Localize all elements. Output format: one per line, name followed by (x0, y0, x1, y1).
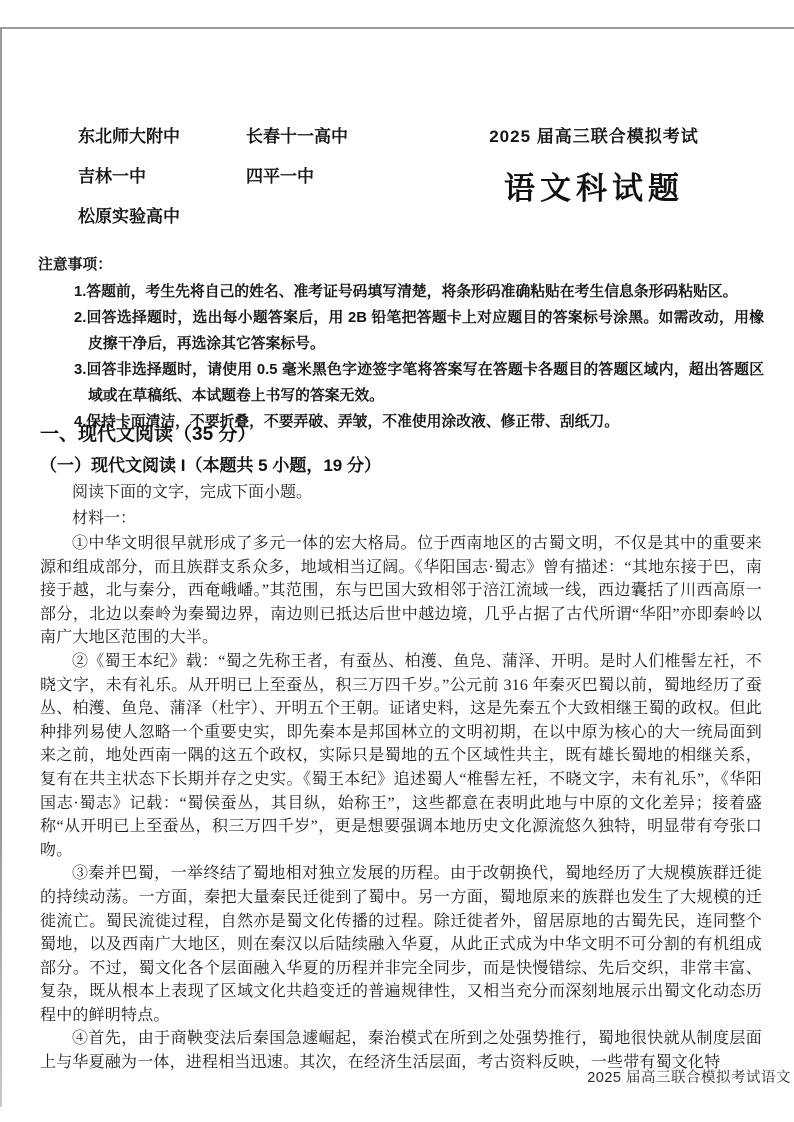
exam-header (78, 122, 758, 227)
school-name: 吉林一中 (78, 167, 146, 186)
school-name: 四平一中 (246, 167, 314, 186)
body-paragraph: ②《蜀王本纪》载：“蜀之先称王者，有蚕丛、柏濩、鱼凫、蒲泽、开明。是时人们椎髻左衽，不晓文字，未有礼乐。从开明已上至蚕丛，积三万四千岁。”公元前 316 年秦灭巴蜀以前，蜀地经历了蚕丛、柏濩、鱼凫、蒲泽（杜宇）、开明五个王朝。证诸史料，这是先秦五个大致相继王蜀的政权。但此种排列易使人忽略一个重要史实，即先秦本是邦国林立的文明初期，在以中原为核心的大一统局面到来之前，地处西南一隅的这五个政权，实际只是蜀地的五个区域性共主，既有雄长蜀地的相继关系，复有在共主状态下长期并存之史实。《蜀王本纪》追述蜀人“椎髻左衽，不晓文字，未有礼乐”，《华阳国志·蜀志》记载：“蜀侯蚕丛，其目纵，始称王”，这些都意在表明此地与中原的文化差异；接着盛称“从开明已上至蚕丛，积三万四千岁”，更是想要强调本地历史文化源流悠久独特，明显带有夸张口吻。 (40, 652, 762, 859)
body-paragraph: ①中华文明很早就形成了多元一体的宏大格局。位于西南地区的古蜀文明，不仅是其中的重要来源和组成部分，而且族群支系众多，地域相当辽阔。《华阳国志·蜀志》曾有描述：“其地东接于巴，南接于越，北与秦分，西奄峨嶓。”其范围，东与巴国大致相邻于涪江流域一线，西边囊括了川西高原一部分，北边以秦岭为秦蜀边界，南边则已抵达后世中越边境，几乎占据了古代所谓“华阳”亦即秦岭以南广大地区范围的大半。 (40, 535, 762, 647)
school-name: 东北师大附中 (78, 127, 180, 146)
exam-session: 2025 届高三联合模拟考试 (489, 127, 699, 146)
page-footer: 2025 届高三联合模拟考试语文 (587, 1070, 791, 1086)
body-paragraph: ③秦并巴蜀，一举终结了蜀地相对独立发展的历程。由于改朝换代，蜀地经历了大规模族群迁徙的持续动荡。一方面，秦把大量秦民迁徙到了蜀中。另一方面，蜀地原来的族群也发生了大规模的迁徙流亡。蜀民流徙过程，自然亦是蜀文化传播的过程。除迁徙者外，留居原地的古蜀先民，连同整个蜀地，以及西南广大地区，则在秦汉以后陆续融入华夏，从此正式成为中华文明不可分割的有机组成部分。不过，蜀文化各个层面融入华夏的历程并非完全同步，而是快慢错综、先后交织，非常丰富、复杂，既从根本上表现了区域文化共趋变迁的普遍规律性，又相当充分而深刻地展示出蜀文化动态历程中的鲜明特点。 (40, 865, 762, 1024)
subsection-heading: （一）现代文阅读 I（本题共 5 小题，19 分） (40, 456, 381, 475)
exam-title: 语文科试题 (504, 171, 684, 206)
school-name: 长春十一高中 (246, 127, 348, 146)
section-heading: 一、现代文阅读（35 分） (40, 424, 257, 445)
notice-block (38, 252, 764, 435)
scan-border-top (0, 27, 794, 29)
scan-border-left (0, 27, 2, 1107)
notice-item: 3.回答非选择题时，请使用 0.5 毫米黑色字迹签字笔将答案写在答题卡各题目的答题区域内，超出答题区域或在草稿纸、本试题卷上书写的答案无效。 (74, 362, 764, 404)
material-label: 材料一： (72, 510, 137, 527)
notice-item: 4.保持卡面清洁，不要折叠，不要弄破、弄皱，不准使用涂改液、修正带、刮纸刀。 (74, 414, 620, 430)
body-paragraph: ④首先，由于商鞅变法后秦国急遽崛起，秦治模式在所到之处强势推行，蜀地很快就从制度层面上与华夏融为一体，进程相当迅速。其次，在经济生活层面，考古资料反映，一些带有蜀文化特 (40, 1030, 762, 1072)
school-list (78, 122, 426, 227)
school-name: 松原实验高中 (78, 207, 180, 226)
reading-instruction: 阅读下面的文字，完成下面小题。 (72, 484, 313, 501)
exam-title-block (444, 122, 744, 227)
notice-item: 2.回答选择题时，选出每小题答案后，用 2B 铅笔把答题卡上对应题目的答案标号涂黑。如需改动，用橡皮擦干净后，再选涂其它答案标号。 (74, 310, 764, 352)
notice-heading: 注意事项： (38, 257, 112, 273)
reading-section (40, 419, 762, 1075)
notice-item: 1.答题前，考生先将自己的姓名、准考证号码填写清楚，将条形码准确粘贴在考生信息条形码粘贴区。 (74, 284, 738, 300)
